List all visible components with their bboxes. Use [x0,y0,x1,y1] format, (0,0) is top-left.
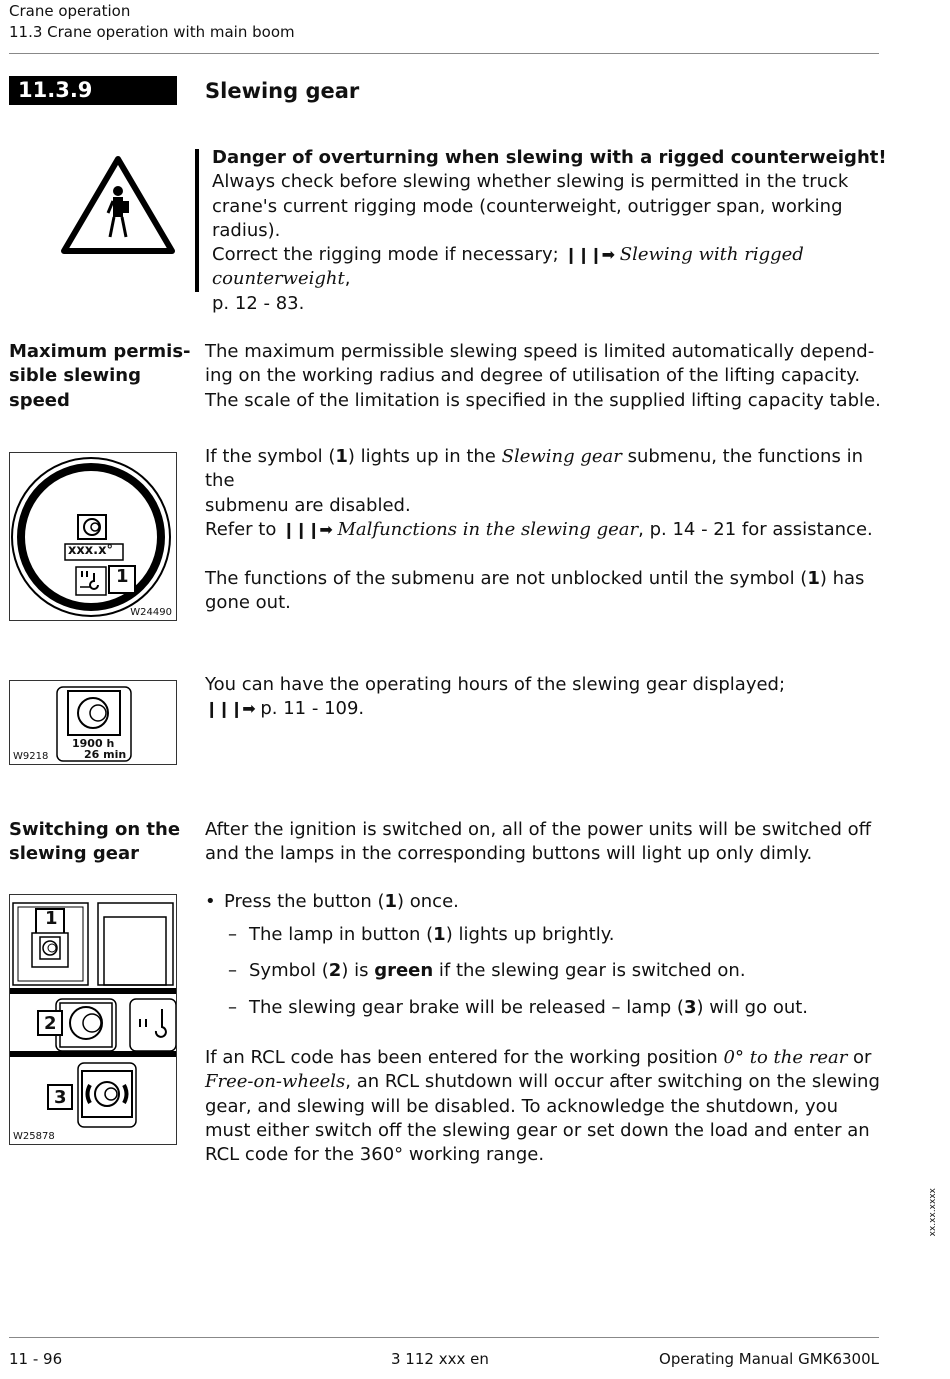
reference-arrow-icon: ❙❙❙➡ [282,520,332,539]
submenu-name: Slewing gear [501,446,622,467]
warning-block [212,146,892,316]
button-number: 1 [433,924,446,945]
text: The lamp in button ( [249,924,434,945]
control-panel-icon [10,895,176,1144]
text: or [847,1047,872,1068]
footer-page: 11 - 96 [9,1350,63,1368]
symbol-number: 2 [328,960,342,981]
figure-operating-hours [9,680,177,765]
paragraph-line: The scale of the limitation is specified in the supplied lifting capacity table. [205,389,881,411]
dash-marker: – [228,924,237,945]
callout-1: 1 [116,566,129,587]
symbol-number: 1 [335,446,348,467]
footer-rule [9,1337,879,1338]
button-number: 1 [384,891,398,912]
text: if the slewing gear is switched on. [433,960,746,981]
figure-code: W9218 [13,751,49,762]
callout-2: 2 [44,1013,57,1034]
list-item-press-button [224,890,459,914]
side-heading-switching [9,818,180,867]
callout-1: 1 [45,908,58,929]
working-position: Free-on-wheels [205,1071,346,1093]
text: If the symbol ( [205,446,336,467]
text: gone out. [205,592,291,614]
working-position: 0° to the rear [723,1047,848,1068]
list-item-lamp [249,923,615,947]
warning-triangle-icon [60,155,176,255]
figure-code: W25878 [13,1131,55,1142]
text: ) lights up in the [347,446,502,467]
text: gear, and slewing will be disabled. To acknowledge the shutdown, you [205,1095,839,1117]
text: submenu, the functions in the [205,446,863,492]
text: , p. 14 - 21 for assistance. [638,519,873,540]
switching-intro [205,818,895,867]
side-heading-line: slewing gear [9,843,139,865]
unblock-paragraph [205,567,895,616]
text: The functions of the submenu are not unblocked until the symbol ( [205,568,808,589]
reference-page: p. 11 - 109. [260,698,365,720]
symbol-number: 1 [807,568,820,589]
hours-paragraph [205,673,895,722]
text: If an RCL code has been entered for the working position [205,1047,724,1068]
text: ) has [819,568,865,589]
max-speed-paragraph [205,340,895,413]
paragraph-line: The maximum permissible slewing speed is limited automatically depend- [205,341,875,362]
status-word: green [374,960,434,981]
list-item-brake [249,996,808,1020]
warning-bar [195,149,199,292]
text: must either switch off the slewing gear or set down the load and enter an [205,1119,870,1141]
side-heading-line: Switching on the [9,819,181,840]
figure-slewing-display [9,452,177,621]
side-date-mark: xx.xx.xxxx [928,1188,938,1237]
figure-code: W24490 [130,607,172,618]
header-section: 11.3 Crane operation with main boom [9,23,295,41]
minutes-value: 26 min [84,748,127,761]
reference-arrow-icon: ❙❙❙➡ [564,245,615,265]
footer-manual-title: Operating Manual GMK6300L [659,1350,879,1368]
text: Press the button ( [224,891,385,912]
slewing-display-icon [10,453,176,620]
list-item-symbol [249,959,746,983]
lamp-number: 3 [683,997,697,1018]
header-chapter: Crane operation [9,2,131,20]
text: ) once. [397,891,459,912]
text: , an RCL shutdown will occur after switching on the slewing [345,1071,880,1093]
text: After the ignition is switched on, all of the power units will be switched off [205,819,872,840]
warning-heading: Danger of overturning when slewing with a rigged counterweight! [212,147,887,168]
symbol-line-2: submenu are disabled. [205,494,411,516]
callout-3: 3 [54,1087,67,1108]
warning-correct-prefix: Correct the rigging mode if necessary; [212,244,559,266]
side-heading-line: speed [9,389,70,411]
section-title: Slewing gear [205,79,360,103]
text: The slewing gear brake will be released – lamp ( [249,997,684,1018]
warning-text: Always check before slewing whether slewing is permitted in the truck crane's current rigging mode (counterweight, outrigger span, working radius). [212,171,849,241]
text: You can have the operating hours of the slewing gear displayed; [205,674,786,695]
dash-marker: – [228,997,237,1018]
text: RCL code for the 360° working range. [205,1144,545,1166]
list-item-bullet: • [205,891,216,912]
footer-doc-number: 3 112 xxx en [391,1350,489,1368]
text: Symbol ( [249,960,329,981]
symbol-line-1 [205,445,895,494]
text: ) is [341,960,375,981]
symbol-paragraph [205,445,895,518]
paragraph-line: ing on the working radius and degree of utilisation of the lifting capacity. [205,365,861,387]
header-rule [9,53,879,54]
dash-marker: – [228,960,237,981]
text: ) will go out. [696,997,809,1018]
warning-ref-title: Slewing with rigged counterweight [212,244,804,290]
hours-readout [72,738,126,760]
side-heading-max-speed [9,340,191,413]
side-heading-line: sible slewing [9,365,142,387]
figure-control-panel [9,894,177,1145]
display-value: xxx.x° [68,543,113,558]
text: and the lamps in the corresponding buttons will light up only dimly. [205,843,813,865]
section-number: 11.3.9 [9,76,177,105]
hours-value: 1900 h [72,737,115,750]
text: ) lights up brightly. [445,924,615,945]
refer-paragraph [205,518,895,542]
reference-title: Malfunctions in the slewing gear [337,519,639,540]
warning-ref-page: p. 12 - 83. [212,292,305,314]
reference-arrow-icon: ❙❙❙➡ [205,699,255,719]
side-heading-line: Maximum permis- [9,341,191,362]
text: Refer to [205,519,277,540]
warning-correct: Correct the rigging mode if necessary; ❙❙❙➡ Slewing with rigged counterweight, [212,244,804,290]
rcl-paragraph [205,1046,895,1167]
